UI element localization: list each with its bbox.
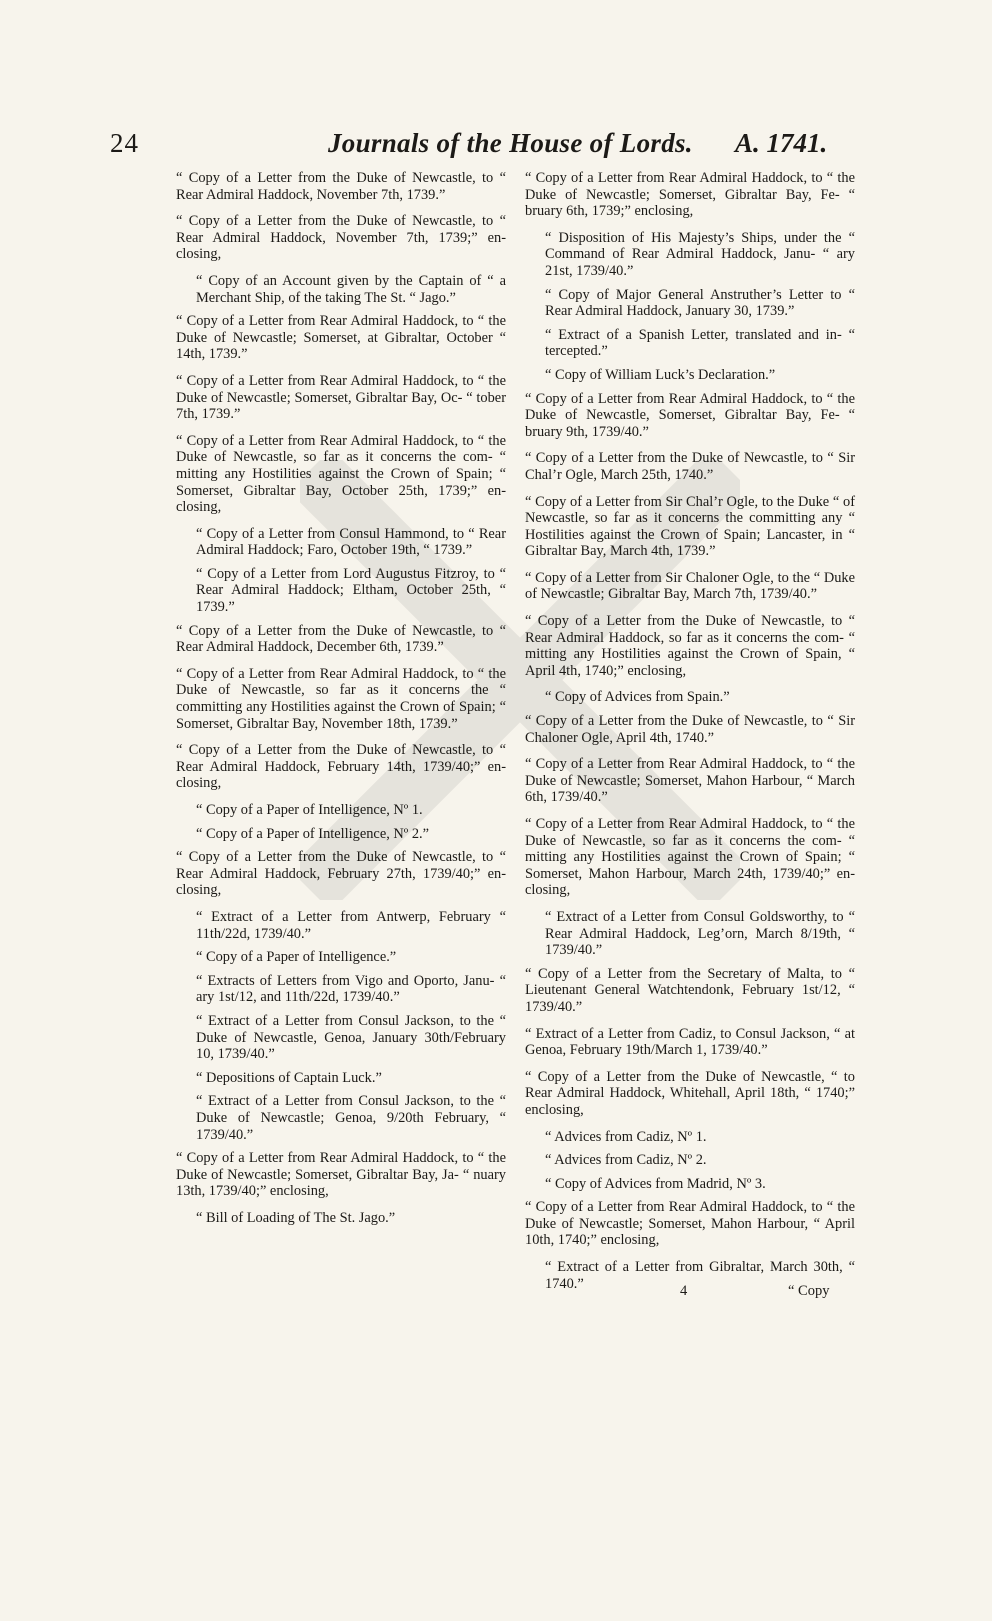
entry: “ Copy of a Letter from Rear Admiral Haddock, to “ the Duke of Newcastle; Somerset, Mahon Harbour, “ April 10th, 1740;” enclosing, bbox=[525, 1199, 855, 1249]
enclosure-item: “ Copy of Advices from Madrid, Nº 3. bbox=[545, 1175, 766, 1192]
enclosure-item: “ Extract of a Letter from Consul Jackson, to the “ Duke of Newcastle; Genoa, 9/20th February, “ 1739/40.” bbox=[196, 1093, 506, 1143]
entry: “ Copy of a Letter from the Secretary of Malta, to “ Lieutenant General Watchtendonk, February 1st/12, “ 1739/40.” bbox=[525, 965, 855, 1015]
page-number: 24 bbox=[110, 128, 139, 158]
entry: “ Copy of a Letter from the Duke of Newcastle, to “ Sir Chal’r Ogle, March 25th, 1740.” bbox=[525, 450, 855, 483]
enclosure-item: “ Bill of Loading of The St. Jago.” bbox=[196, 1209, 396, 1226]
left-column bbox=[176, 170, 506, 1233]
entry: “ Copy of a Letter from Rear Admiral Haddock, to “ the Duke of Newcastle, so far as it concerns the “ committing any Hostilities against the Crown of Spain; “ Somerset, Gibraltar Bay, November 18th, 1739.” bbox=[176, 665, 506, 732]
page-footer bbox=[0, 1283, 992, 1305]
enclosure-item: “ Extract of a Letter from Consul Jackson, to the “ Duke of Newcastle, Genoa, January 30th/February 10, 1739/40.” bbox=[196, 1012, 506, 1063]
year-heading: A. 1741. bbox=[735, 128, 828, 158]
entry: “ Copy of a Letter from the Duke of Newcastle, to “ Rear Admiral Haddock, November 7th, 1739.” bbox=[176, 170, 506, 203]
enclosure-item: “ Copy of a Paper of Intelligence, Nº 2.” bbox=[196, 825, 430, 842]
entry: “ Copy of a Letter from Sir Chaloner Ogle, to the “ Duke of Newcastle; Gibraltar Bay, March 7th, 1739/40.” bbox=[525, 569, 855, 603]
entry: “ Copy of a Letter from Rear Admiral Haddock, to “ the Duke of Newcastle, Somerset, Gibraltar Bay, Fe- “ bruary 9th, 1739/40.” bbox=[525, 390, 855, 440]
enclosure-item: “ Advices from Cadiz, Nº 2. bbox=[545, 1152, 707, 1169]
entry: “ Copy of a Letter from Rear Admiral Haddock, to “ the Duke of Newcastle; Somerset, Mahon Harbour, “ March 6th, 1739/40.” bbox=[525, 756, 855, 806]
enclosure-item: “ Copy of a Letter from Lord Augustus Fitzroy, to “ Rear Admiral Haddock; Eltham, October 25th, “ 1739.” bbox=[196, 565, 506, 616]
entry: “ Copy of a Letter from Rear Admiral Haddock, to “ the Duke of Newcastle, so far as it concerns the com- “ mitting any Hostilities against the Crown of Spain; “ Somerset, Gibraltar Bay, October 25th, 1739;” en- closing, bbox=[176, 432, 506, 516]
enclosure-item: “ Extract of a Spanish Letter, translated and in- “ tercepted.” bbox=[545, 326, 855, 360]
enclosure-item: “ Extract of a Letter from Antwerp, February “ 11th/22d, 1739/40.” bbox=[196, 908, 506, 942]
entry: “ Copy of a Letter from the Duke of Newcastle, “ to Rear Admiral Haddock, Whitehall, April 18th, “ 1740;” enclosing, bbox=[525, 1068, 855, 1118]
entry: “ Copy of a Letter from the Duke of Newcastle, to “ Sir Chaloner Ogle, April 4th, 1740.” bbox=[525, 713, 855, 746]
enclosure-item: “ Copy of Major General Anstruther’s Letter to “ Rear Admiral Haddock, January 30, 1739.” bbox=[545, 286, 855, 320]
enclosure-item: “ Copy of a Paper of Intelligence, Nº 1. bbox=[196, 802, 423, 818]
entry: “ Copy of a Letter from Rear Admiral Haddock, to “ the Duke of Newcastle; Somerset, at Gibraltar, October “ 14th, 1739.” bbox=[176, 313, 506, 363]
running-header bbox=[110, 128, 890, 164]
entry: “ Copy of a Letter from the Duke of Newcastle, to “ Rear Admiral Haddock, February 14th, 1739/40;” en- closing, bbox=[176, 742, 506, 792]
enclosure-item: “ Copy of an Account given by the Captain of “ a Merchant Ship, of the taking The St. “ Jago.” bbox=[196, 272, 506, 306]
journal-title: Journals of the House of Lords. bbox=[328, 128, 693, 158]
entry: “ Copy of a Letter from Rear Admiral Haddock, to “ the Duke of Newcastle; Somerset, Gibraltar Bay, Fe- “ bruary 6th, 1739;” enclosing, bbox=[525, 170, 855, 220]
signature-mark: 4 bbox=[680, 1283, 688, 1299]
enclosure-item: “ Copy of Advices from Spain.” bbox=[545, 689, 730, 706]
catchword: “ Copy bbox=[788, 1283, 830, 1299]
entry: “ Copy of a Letter from the Duke of Newcastle, to “ Rear Admiral Haddock, so far as it concerns the com- “ mitting any Hostilities against the Crown of Spain, “ April 4th, 1740;” enclosing, bbox=[525, 613, 855, 679]
entry: “ Copy of a Letter from Rear Admiral Haddock, to “ the Duke of Newcastle; Somerset, Gibraltar Bay, Ja- “ nuary 13th, 1739/40;” enclosing, bbox=[176, 1150, 506, 1200]
enclosure-item: “ Disposition of His Majesty’s Ships, under the “ Command of Rear Admiral Haddock, Janu- “ ary 21st, 1739/40.” bbox=[545, 229, 855, 279]
entry: “ Copy of a Letter from Sir Chal’r Ogle, to the Duke “ of Newcastle, so far as it concerns the committing any “ Hostilities against the Crown of Spain; Lancaster, in “ Gibraltar Bay, March 4th, 1739.” bbox=[525, 493, 855, 560]
enclosure-item: “ Advices from Cadiz, Nº 1. bbox=[545, 1128, 707, 1145]
entry: “ Copy of a Letter from the Duke of Newcastle, to “ Rear Admiral Haddock, February 27th, 1739/40;” en- closing, bbox=[176, 849, 506, 899]
entry: “ Copy of a Letter from Rear Admiral Haddock, to “ the Duke of Newcastle; Somerset, Gibraltar Bay, Oc- “ tober 7th, 1739.” bbox=[176, 372, 506, 423]
entry: “ Extract of a Letter from Cadiz, to Consul Jackson, “ at Genoa, February 19th/March 1, 1739/40.” bbox=[525, 1025, 855, 1059]
enclosure-item: “ Extract of a Letter from Consul Goldsworthy, to “ Rear Admiral Haddock, Leg’orn, March 8/19th, “ 1739/40.” bbox=[545, 908, 855, 959]
entry: “ Copy of a Letter from the Duke of Newcastle, to “ Rear Admiral Haddock, December 6th, 1739.” bbox=[176, 622, 506, 656]
enclosure-item: “ Extracts of Letters from Vigo and Oporto, Janu- “ ary 1st/12, and 11th/22d, 1739/40.” bbox=[196, 972, 506, 1006]
entry: “ Copy of a Letter from Rear Admiral Haddock, to “ the Duke of Newcastle, so far as it concerns the com- “ mitting any Hostilities against the Crown of Spain; “ Somerset, Mahon Harbour, March 24th, 1739/40;” en- closing, bbox=[525, 816, 855, 899]
enclosure-item: “ Depositions of Captain Luck.” bbox=[196, 1069, 382, 1086]
entry: “ Copy of a Letter from the Duke of Newcastle, to “ Rear Admiral Haddock, November 7th, 1739;” en- closing, bbox=[176, 213, 506, 263]
enclosure-item: “ Copy of William Luck’s Declaration.” bbox=[545, 366, 776, 383]
enclosure-item: “ Extract of a Letter from Gibraltar, March 30th, “ 1740.” bbox=[545, 1259, 855, 1292]
enclosure-item: “ Copy of a Paper of Intelligence.” bbox=[196, 949, 397, 966]
enclosure-item: “ Copy of a Letter from Consul Hammond, to “ Rear Admiral Haddock; Faro, October 19th, “ 1739.” bbox=[196, 525, 506, 559]
right-column bbox=[525, 170, 855, 1299]
